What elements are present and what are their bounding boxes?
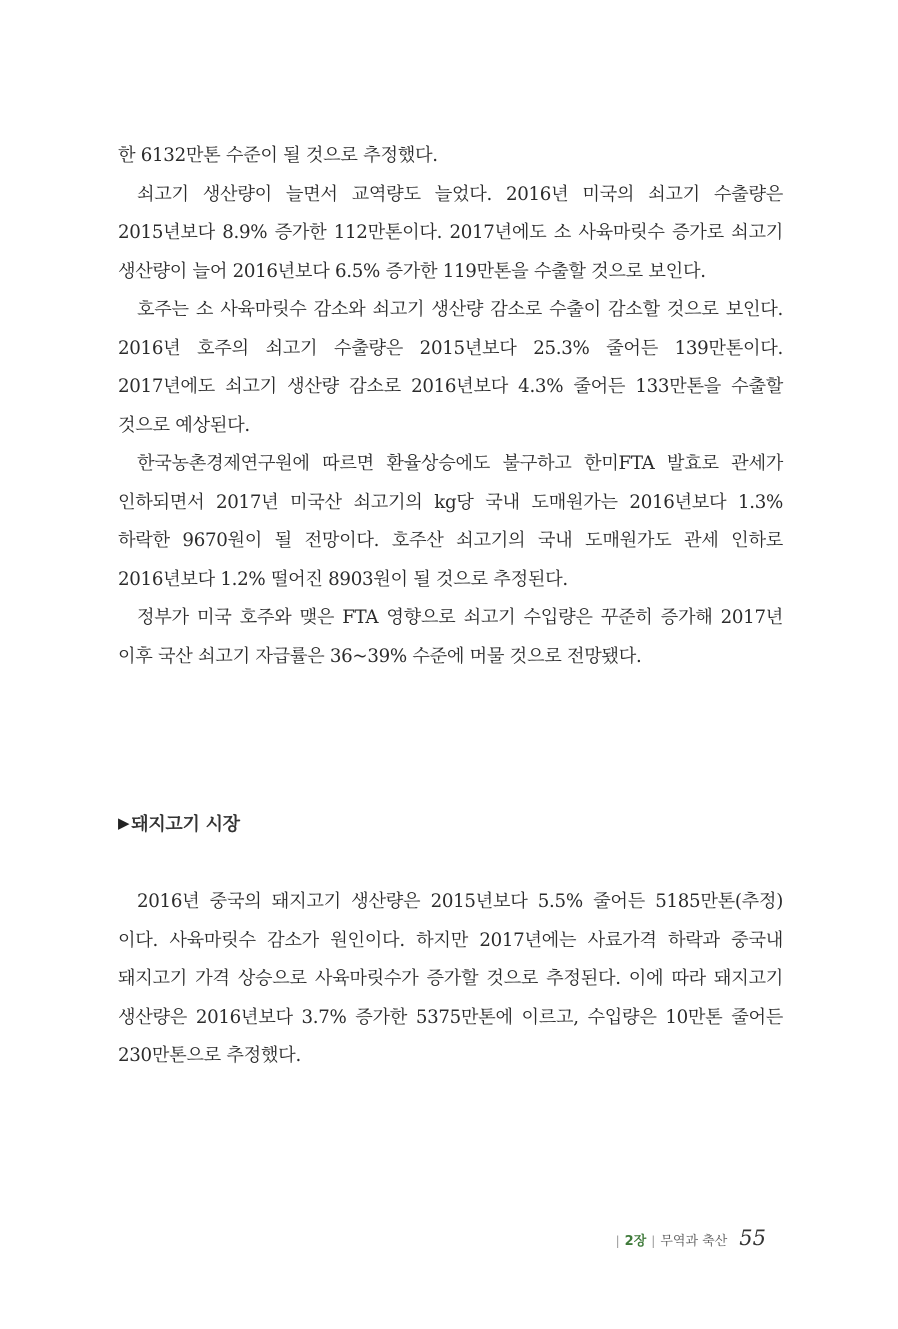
triangle-marker-icon: ▶: [118, 814, 130, 832]
paragraph: 정부가 미국 호주와 맺은 FTA 영향으로 쇠고기 수입량은 꾸준히 증가해 2017년 이후 국산 쇠고기 자급률은 36~39% 수준에 머물 것으로 전망됐다.: [118, 607, 783, 667]
chapter-title: 무역과 축산: [660, 1234, 728, 1249]
paragraph: 한 6132만톤 수준이 될 것으로 추정했다.: [118, 145, 438, 166]
body-text-block-1: [118, 137, 783, 676]
section-heading: [118, 810, 240, 836]
divider: |: [615, 1234, 620, 1248]
paragraph: 2016년 중국의 돼지고기 생산량은 2015년보다 5.5% 줄어든 5185만톤(추정)이다. 사육마릿수 감소가 원인이다. 하지만 2017년에는 사료가격 하락과 중국내 돼지고기 가격 상승으로 사육마릿수가 증가할 것으로 추정된다. 이에 따라 돼지고기 생산량은 2016년보다 3.7% 증가한 5375만톤에 이르고, 수입량은 10만톤 줄어든 230만톤으로 추정했다.: [118, 891, 783, 1066]
paragraph: 호주는 소 사육마릿수 감소와 쇠고기 생산량 감소로 수출이 감소할 것으로 보인다. 2016년 호주의 쇠고기 수출량은 2015년보다 25.3% 줄어든 139만톤이다. 2017년에도 쇠고기 생산량 감소로 2016년보다 4.3% 줄어든 133만톤을 수출할 것으로 예상된다.: [118, 299, 783, 436]
page-number: 55: [739, 1226, 766, 1250]
page-footer: [611, 1226, 766, 1250]
divider: |: [651, 1234, 656, 1248]
paragraph: 쇠고기 생산량이 늘면서 교역량도 늘었다. 2016년 미국의 쇠고기 수출량은 2015년보다 8.9% 증가한 112만톤이다. 2017년에도 소 사육마릿수 증가로 쇠고기 생산량이 늘어 2016년보다 6.5% 증가한 119만톤을 수출할 것으로 보인다.: [118, 183, 783, 282]
body-text-block-2: [118, 883, 783, 1076]
section-heading-title: 돼지고기 시장: [131, 814, 240, 835]
chapter-label: 2장: [624, 1234, 647, 1249]
paragraph: 한국농촌경제연구원에 따르면 환율상승에도 불구하고 한미FTA 발효로 관세가 인하되면서 2017년 미국산 쇠고기의 kg당 국내 도매원가는 2016년보다 1.3% 하락한 9670원이 될 전망이다. 호주산 쇠고기의 국내 도매원가도 관세 인하로 2016년보다 1.2% 떨어진 8903원이 될 것으로 추정된다.: [118, 453, 783, 590]
